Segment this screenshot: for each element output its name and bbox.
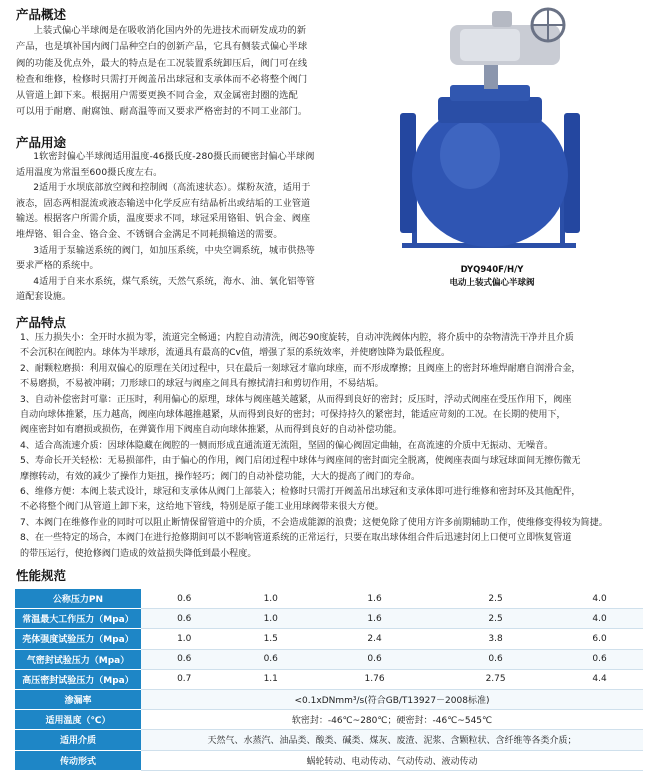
spec-cell: 1.1 xyxy=(228,669,315,689)
usage-line: 堆焊铬、钼合金、铬合金、不锈钢合金满足不同耗损输送的需要。 xyxy=(16,229,283,240)
spec-cell: 0.6 xyxy=(435,649,556,669)
spec-cell: 1.6 xyxy=(314,609,435,629)
spec-row-label: 传动形式 xyxy=(15,750,141,770)
feature-line: 的带压运行，使抢修阀门造成的效益损失降低到最小程度。 xyxy=(20,548,257,559)
spec-cell: 2.4 xyxy=(314,629,435,649)
feature-line: 阀座密封如有磨损或损伤，在弹簧作用下阀座自动向球体推紧，从而得到良好的自动补偿功能。 xyxy=(20,425,402,436)
feature-line: 1、压力损失小：全开时水损为零，流道完全畅通；内腔自动清洗，阀芯90度旋转，自动冲洗阀体内腔，将介质中的杂物清洗干净并且介质 xyxy=(20,333,574,343)
spec-row xyxy=(15,649,643,669)
usage-line: 要求严格的系统中。 xyxy=(16,261,99,272)
spec-cell: 2.5 xyxy=(435,609,556,629)
usage-line: 适用温度为常温至600摄氏度左右。 xyxy=(16,167,163,178)
feature-line: 8、在一些特定的场合，本阀门在进行抢修期间可以不影响管道系统的正常运行，只要在取出球体组合件后迅速封闭上口便可立即恢复管道 xyxy=(20,533,572,544)
overview-text xyxy=(16,23,386,121)
usage-line: 输送。根据客户所需介质，温度要求不同，球冠采用铬钼、钒合金、阀座 xyxy=(16,214,311,225)
spec-row-label: 公称压力PN xyxy=(15,589,141,609)
overview-line: 上装式偏心半球阀是在吸收消化国内外的先进技术而研发成功的新 xyxy=(33,25,307,36)
usage-line: 液态，固态两相混流或液态输送中化学反应有结晶析出或结垢的工业管道 xyxy=(16,198,311,209)
usage-line: 1软密封偏心半球阀适用温度-46摄氏度-280摄氏而硬密封偏心半球阀 xyxy=(33,152,315,162)
usage-line: 4适用于自来水系统，煤气系统，天然气系统，海水、油、氧化铝等管 xyxy=(33,276,315,287)
spec-cell: 1.6 xyxy=(314,589,435,609)
spec-cell: 0.6 xyxy=(141,589,228,609)
spec-title: 性能规范 xyxy=(16,568,67,583)
spec-row xyxy=(15,629,643,649)
feature-line: 不易磨损，不易被冲刷；刀形球口的球冠与阀座之间具有擦拭清扫和剪切作用，不易结垢。 xyxy=(20,379,384,390)
spec-cell: 1.76 xyxy=(314,669,435,689)
usage-line: 3适用于泵输送系统的阀门，如加压系统，中央空调系统，城市供热等 xyxy=(33,245,315,256)
spec-row-label: 高压密封试验压力（Mpa） xyxy=(15,669,141,689)
overview-line: 产品，也是填补国内阀门品种空白的创新产品，它具有侧装式偏心半球 xyxy=(16,41,308,53)
spec-row-label: 适用温度（℃） xyxy=(15,710,141,730)
spec-cell: 0.6 xyxy=(314,649,435,669)
usage-text xyxy=(16,150,388,306)
spec-cell: 3.8 xyxy=(435,629,556,649)
feature-line: 7、本阀门在维修作业的同时可以阻止断情保留管道中的介质，不会造成能源的浪费；这便免除了使用方许多前期辅助工作，使维修变得较为简捷。 xyxy=(20,517,608,528)
spec-cell: 0.6 xyxy=(228,649,315,669)
overview-line: 阀的功能及优点外，最大的特点是在工况装置系统卸压后，阀门可在线 xyxy=(16,57,308,69)
spec-cell: 0.6 xyxy=(141,609,228,629)
spec-cell: 1.0 xyxy=(228,609,315,629)
feature-line: 自动向球体推紧，压力越高，阀座向球体越推越紧，从而得到良好的密封；可保持持久的紧密封，能适应苛刻的工况。在长期的使用下， xyxy=(20,410,566,421)
valve-illustration xyxy=(400,5,585,260)
spec-row xyxy=(15,689,643,709)
spec-cell: 蜗轮转动、电动传动、气动传动、液动传动 xyxy=(141,750,643,770)
spec-row xyxy=(15,609,643,629)
spec-row-label: 常温最大工作压力（Mpa） xyxy=(15,609,141,629)
spec-row xyxy=(15,710,643,730)
feature-line: 6、维修方便：本阀上装式设计，球冠和支承体从阀门上部装入；检修时只需打开阀盖吊出球冠和支承体即可进行维修和密封环及其他配件， xyxy=(20,487,581,498)
usage-line: 2适用于水坝底部放空阀和控制阀（高流速状态）。煤粉灰渣，适用于 xyxy=(33,183,311,194)
feature-line: 5、寿命长开关轻松：无易损部件，由于偏心的作用，阀门启闭过程中球体与阀座间的密封面完全脱离，使阀座表面与球冠球面间无擦伤微无 xyxy=(20,456,581,467)
feature-line: 3、自动补偿密封可靠：正压时，利用偏心的原理，球体与阀座越关越紧，从而得到良好的密封；反压时，浮动式阀座在受压作用下，阀座 xyxy=(20,394,572,405)
overview-line: 可以用于耐磨、耐腐蚀、耐高温等而又要求严格密封的不同工业部门。 xyxy=(16,106,308,118)
spec-row-label: 气密封试验压力（Mpa） xyxy=(15,649,141,669)
spec-row xyxy=(15,730,643,750)
features-text xyxy=(20,331,645,562)
overview-line: 从管道上卸下来。根据用户需要更换不同合金，双金属密封圈的选配 xyxy=(16,90,298,102)
product-model: DYQ940F/H/Y xyxy=(460,265,524,275)
feature-line: 摩擦转动，有效的减少了操作力矩扭，操作轻巧；阀门的自动补偿功能，大大的提高了阀门的寿命。 xyxy=(20,471,421,482)
overview-line: 检查和维修，检修时只需打开阀盖吊出球冠和支承体而不必将整个阀门 xyxy=(16,73,308,85)
spec-cell: 2.75 xyxy=(435,669,556,689)
spec-cell: 4.0 xyxy=(556,589,643,609)
spec-cell: 1.0 xyxy=(141,629,228,649)
spec-row xyxy=(15,669,643,689)
spec-table xyxy=(15,589,643,771)
spec-cell: 0.6 xyxy=(556,649,643,669)
spec-cell: 1.0 xyxy=(228,589,315,609)
feature-line: 4、适合高流速介质：因球体隐藏在阀腔的一侧而形成直通流道无流阻，坚固的偏心阀固定曲轴，在高流速的介质中无振动、无噪音。 xyxy=(20,440,554,451)
spec-row-label: 适用介质 xyxy=(15,730,141,750)
spec-row-label: 壳体强度试验压力（Mpa） xyxy=(15,629,141,649)
spec-cell: 4.4 xyxy=(556,669,643,689)
feature-line: 不必将整个阀门从管道上卸下来，这给地下管线，特别是原子能工业用球阀带来很大方便。 xyxy=(20,502,384,513)
features-title: 产品特点 xyxy=(16,315,67,330)
feature-line: 2、耐颗粒磨损：利用双偏心的原理在关闭过程中，只在最后一刻球冠才靠向球座，而不形成摩擦；且阀座上的密封环堆焊耐磨自润滑合金， xyxy=(20,363,581,374)
spec-cell: 天然气、水蒸汽、油品类、酸类、碱类、煤灰、废渣、泥浆、含颗粒状、含纤维等各类介质； xyxy=(141,730,643,750)
spec-cell: 0.7 xyxy=(141,669,228,689)
usage-line: 道配套设施。 xyxy=(16,292,72,303)
spec-cell: 6.0 xyxy=(556,629,643,649)
feature-line: 不会沉积在阀腔内。球体为半球形，流通具有最高的Cv值，增强了泵的系统效率，并使磨蚀降为最低程度。 xyxy=(20,348,451,359)
product-name: 电动上装式偏心半球阀 xyxy=(449,278,535,288)
spec-cell: 2.5 xyxy=(435,589,556,609)
spec-cell: 1.5 xyxy=(228,629,315,649)
usage-title: 产品用途 xyxy=(16,135,67,150)
spec-cell: 0.6 xyxy=(141,649,228,669)
spec-cell: <0.1xDNmm³/s(符合GB/T13927－2008标准) xyxy=(141,689,643,709)
spec-cell: 软密封：-46℃~280℃；硬密封：-46℃~545℃ xyxy=(141,710,643,730)
spec-row xyxy=(15,589,643,609)
spec-cell: 4.0 xyxy=(556,609,643,629)
spec-row xyxy=(15,750,643,770)
spec-row-label: 渗漏率 xyxy=(15,689,141,709)
overview-title: 产品概述 xyxy=(16,7,67,22)
